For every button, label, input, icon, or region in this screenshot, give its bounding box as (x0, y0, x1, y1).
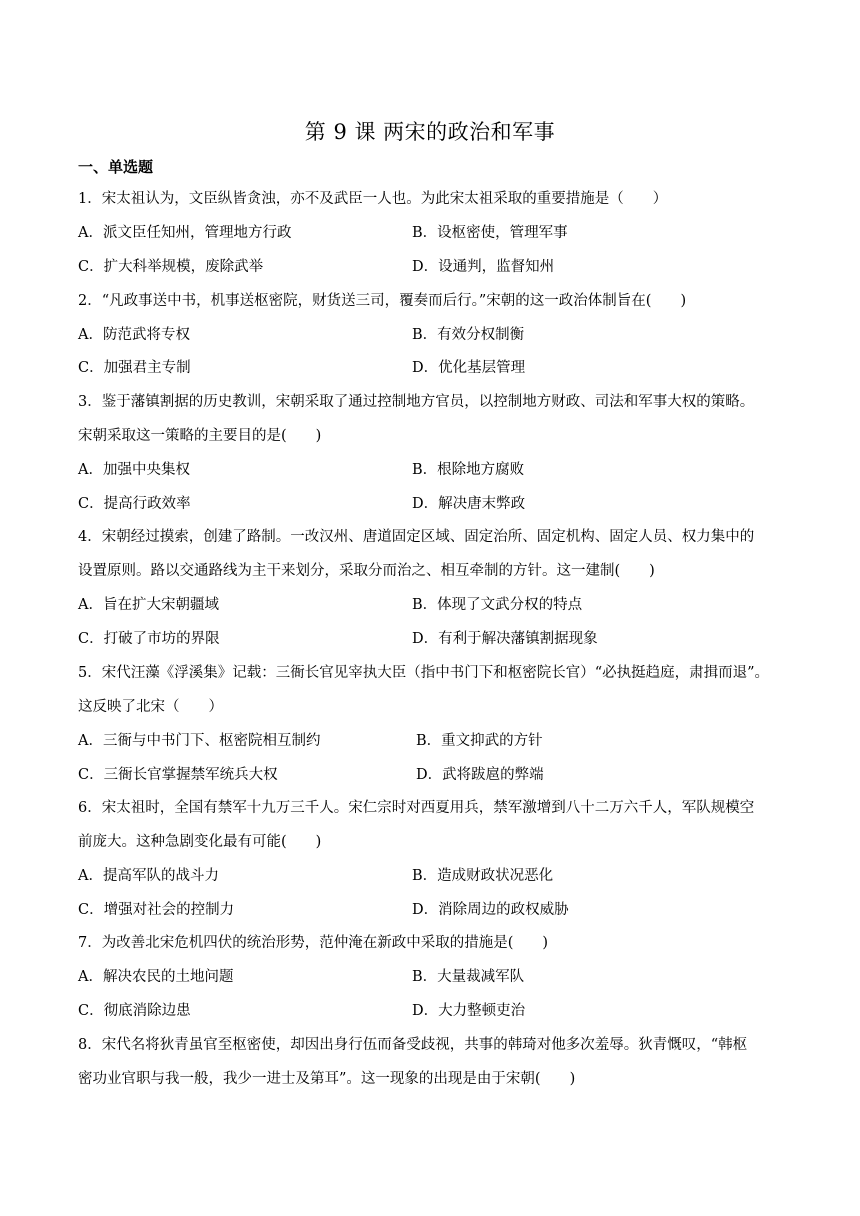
question-8-stem-line-2: 密功业官职与我一般，我少一进士及第耳”。这一现象的出现是由于宋朝( ) (78, 1071, 576, 1087)
question-4-option-d: D．有利于解决藩镇割据现象 (412, 631, 598, 647)
question-3-stem-line-2: 宋朝采取这一策略的主要目的是( ) (78, 428, 322, 444)
question-3-option-d: D．解决唐末弊政 (412, 496, 526, 512)
question-2-option-b: B．有效分权制衡 (412, 327, 525, 343)
question-6-option-b: B．造成财政状况恶化 (412, 868, 554, 884)
question-5-stem-line-1: 5．宋代汪藻《浮溪集》记载：三衙长官见宰执大臣（指中书门下和枢密院长官）“必执挺趋庭，肃揖而退”。 (78, 665, 770, 681)
question-4-stem-line-1: 4．宋朝经过摸索，创建了路制。一改汉州、唐道固定区域、固定治所、固定机构、固定人员、权力集中的 (78, 529, 755, 545)
question-5-option-a: A．三衙与中书门下、枢密院相互制约 (78, 733, 321, 749)
question-7-option-c: C．彻底消除边患 (78, 1003, 191, 1019)
section-heading: 一、单选题 (78, 158, 154, 176)
question-8-stem-line-1: 8．宋代名将狄青虽官至枢密使，却因出身行伍而备受歧视，共事的韩琦对他多次羞辱。狄青慨叹，“韩枢 (78, 1037, 748, 1053)
question-6-option-a: A．提高军队的战斗力 (78, 868, 219, 884)
question-6-stem-line-1: 6．宋太祖时，全国有禁军十九万三千人。宋仁宗时对西夏用兵，禁军激增到八十二万六千人，军队规模空 (78, 800, 755, 816)
question-5-option-d: D．武将跋扈的弊端 (416, 767, 544, 783)
question-7-option-a: A．解决农民的土地问题 (78, 969, 234, 985)
question-3-option-c: C．提高行政效率 (78, 496, 191, 512)
question-1-option-a: A．派文臣任知州，管理地方行政 (78, 225, 292, 241)
question-7-stem: 7．为改善北宋危机四伏的统治形势，范仲淹在新政中采取的措施是( ) (78, 935, 549, 951)
question-4-option-b: B．体现了文武分权的特点 (412, 597, 583, 613)
question-6-option-d: D．消除周边的政权威胁 (412, 902, 569, 918)
question-6-stem-line-2: 前庞大。这种急剧变化最有可能( ) (78, 834, 322, 850)
page-title: 第 9 课 两宋的政治和军事 (304, 120, 556, 144)
question-4-stem-line-2: 设置原则。路以交通路线为主干来划分，采取分而治之、相互牵制的方针。这一建制( ) (78, 563, 655, 579)
question-3-stem-line-1: 3．鉴于藩镇割据的历史教训，宋朝采取了通过控制地方官员，以控制地方财政、司法和军事大权的策略。 (78, 394, 755, 410)
question-5-option-b: B．重文抑武的方针 (416, 733, 543, 749)
question-1-option-b: B．设枢密使，管理军事 (412, 225, 568, 241)
question-1-stem: 1．宋太祖认为，文臣纵皆贪浊，亦不及武臣一人也。为此宋太祖采取的重要措施是（ ） (78, 191, 668, 207)
question-6-option-c: C．增强对社会的控制力 (78, 902, 235, 918)
question-3-option-b: B．根除地方腐败 (412, 462, 525, 478)
question-2-option-a: A．防范武将专权 (78, 327, 190, 343)
question-5-stem-line-2: 这反映了北宋（ ） (78, 699, 223, 715)
question-1-option-d: D．设通判，监督知州 (412, 259, 555, 275)
question-2-option-c: C．加强君主专制 (78, 360, 191, 376)
question-5-option-c: C．三衙长官掌握禁军统兵大权 (78, 767, 278, 783)
question-7-option-b: B．大量裁减军队 (412, 969, 525, 985)
question-4-option-a: A．旨在扩大宋朝疆域 (78, 597, 219, 613)
question-7-option-d: D．大力整顿吏治 (412, 1003, 526, 1019)
question-2-option-d: D．优化基层管理 (412, 360, 526, 376)
question-4-option-c: C．打破了市坊的界限 (78, 631, 220, 647)
question-3-option-a: A．加强中央集权 (78, 462, 190, 478)
question-1-option-c: C．扩大科举规模，废除武举 (78, 259, 264, 275)
question-2-stem: 2．“凡政事送中书，机事送枢密院，财货送三司，覆奏而后行。”宋朝的这一政治体制旨在( ) (78, 293, 687, 309)
